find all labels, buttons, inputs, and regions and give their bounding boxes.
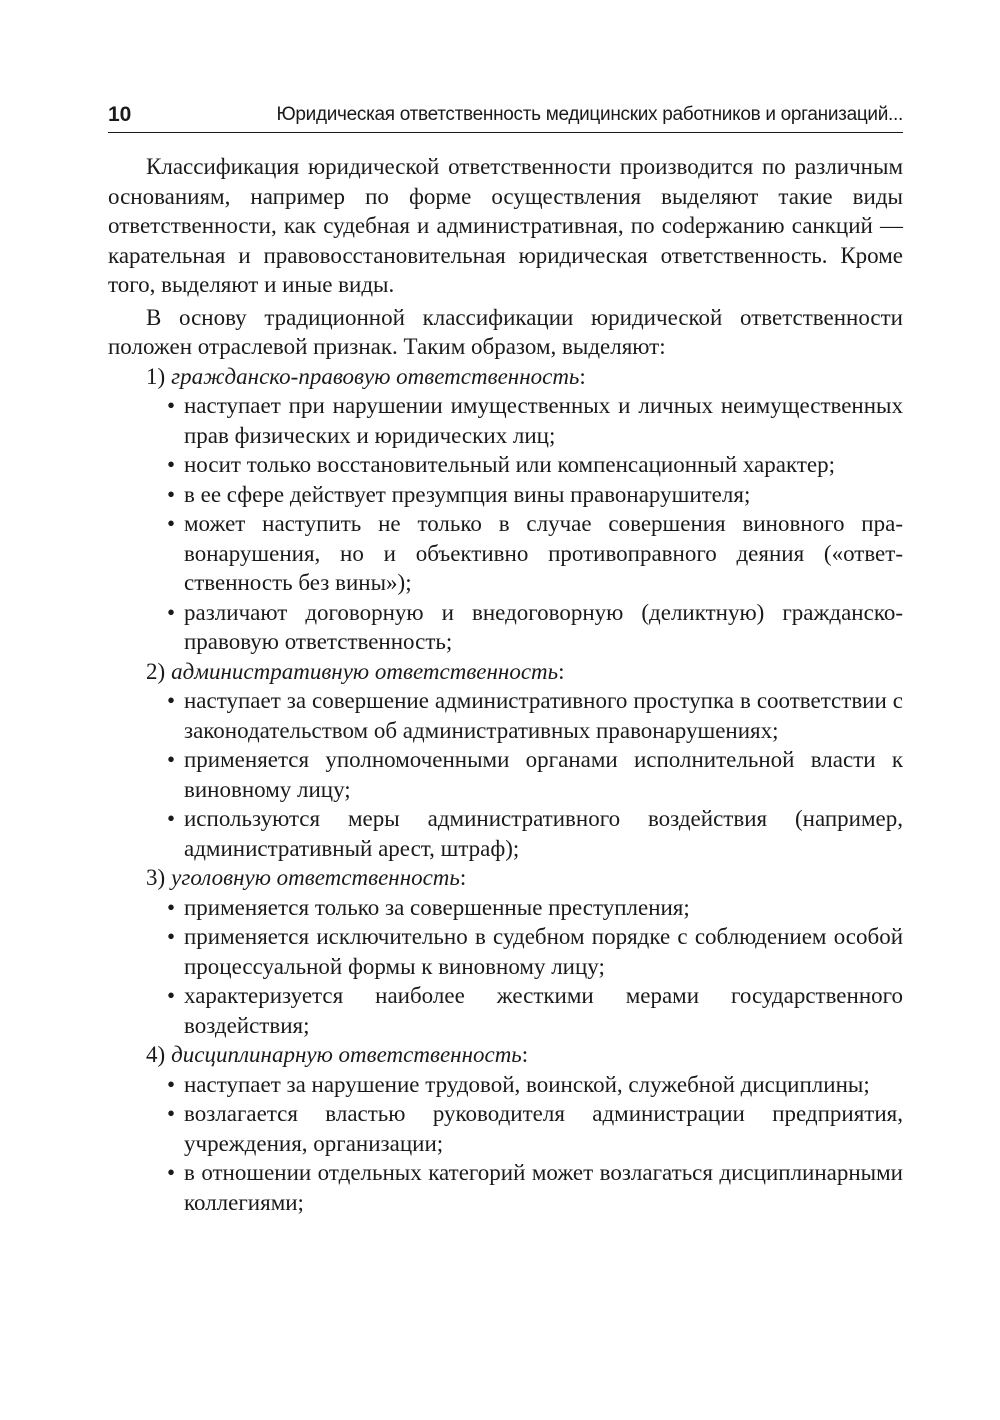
liability-type-title <box>108 863 903 893</box>
list-item <box>108 922 903 981</box>
list-item <box>108 804 903 863</box>
list-item-text: в отношении отдельных категорий может возлагаться дисциплинарными коллегиями; <box>184 1160 903 1215</box>
bullet: • <box>167 511 176 536</box>
list-item-text: применяется исключительно в судебном порядке с соблюдением особой процессуальной формы к виновному лицу; <box>184 924 903 979</box>
list-number: 2) <box>146 658 166 684</box>
list-item <box>108 598 903 657</box>
list-item-text: возлагается властью руководителя администрации предприятия, учреждения, организации; <box>184 1101 903 1156</box>
bullet: • <box>167 983 176 1008</box>
list-item-text: в ее сфере действует презумпция вины правонарушителя; <box>184 481 751 507</box>
bullet: • <box>167 688 176 713</box>
list-item <box>108 391 903 450</box>
list-number: 1) <box>146 363 166 389</box>
bullet: • <box>167 924 176 949</box>
list-item <box>108 1070 903 1100</box>
liability-type-civil <box>108 362 903 657</box>
page-header <box>108 102 903 133</box>
paragraph-classification-basis: В основу традиционной классификации юридической ответственности положен отраслевой признак. Таким образом, выделяют: <box>108 304 903 359</box>
list-item <box>108 981 903 1040</box>
list-item <box>108 1099 903 1158</box>
liability-type-title <box>108 362 903 392</box>
liability-type-name: уголовную ответственность <box>171 865 460 890</box>
liability-type-disciplinary <box>108 1040 903 1217</box>
list-item-text: применяется уполномоченными органами исполнительной власти к виновному лицу; <box>184 747 903 802</box>
bullet: • <box>167 1071 176 1097</box>
list-item <box>108 450 903 480</box>
paragraph-intro: Классификация юридической ответственности производится по различным основаниям, например по форме осуществления выделяют такие виды ответственности, как судебная и административная, по соdержанию санкций — карательная и правовосстановительная юридическая ответственность. Кроме того, выделяют и иные виды. <box>108 154 903 297</box>
page-body <box>108 152 903 1217</box>
liability-type-title <box>108 657 903 687</box>
colon: : <box>521 1042 529 1067</box>
running-title: Юридическая ответственность медицинских работников и организаций... <box>276 104 903 125</box>
list-item <box>108 509 903 598</box>
bullet: • <box>167 1160 176 1185</box>
liability-type-name: гражданско-правовую ответственность <box>171 363 580 389</box>
list-item-text: различают договорную и внедоговорную (деликтную) гражданско-правовую ответственность; <box>184 599 903 654</box>
bullet: • <box>167 393 176 418</box>
list-item-text: используются меры административного воздействия (например, административный арест, штраф); <box>184 806 903 861</box>
bullet: • <box>167 747 176 772</box>
liability-type-administrative <box>108 657 903 864</box>
list-item-text: наступает при нарушении имущественных и личных неимущественных прав физических и юридических лиц; <box>184 393 903 448</box>
liability-types-list <box>108 362 903 1218</box>
list-item-text: наступает за совершение административного проступка в соответствии с законодательством об административных правонарушениях; <box>184 688 903 743</box>
colon: : <box>459 865 467 890</box>
liability-type-title <box>108 1040 903 1070</box>
list-item-text: применяется только за совершенные преступления; <box>184 894 690 920</box>
list-item <box>108 480 903 510</box>
liability-type-criminal <box>108 863 903 1040</box>
page-number: 10 <box>108 103 132 126</box>
colon: : <box>558 658 565 684</box>
liability-type-name: административную ответственность <box>171 658 559 684</box>
list-item <box>108 686 903 745</box>
bullet: • <box>167 599 176 625</box>
list-item-text: наступает за нарушение трудовой, воинской, служебной дисциплины; <box>184 1071 870 1097</box>
feature-list <box>108 391 903 657</box>
list-item <box>108 1158 903 1217</box>
list-number: 4) <box>146 1042 166 1067</box>
list-item-text: носит только восстановительный или компенсационный характер; <box>184 452 835 477</box>
feature-list <box>108 893 903 1041</box>
liability-type-name: дисциплинарную ответственность <box>171 1042 522 1067</box>
list-item-text: характеризуется наиболее жесткими мерами государственного воздействия; <box>184 983 903 1038</box>
bullet: • <box>167 1101 176 1126</box>
list-item <box>108 893 903 923</box>
bullet: • <box>167 894 176 920</box>
feature-list <box>108 1070 903 1218</box>
bullet: • <box>167 481 176 507</box>
feature-list <box>108 686 903 863</box>
colon: : <box>579 363 586 389</box>
list-item-text: может наступить не только в случае совершения виновного правонарушения, но и объективно противоправного деяния («ответственность без вины»); <box>184 511 903 595</box>
list-number: 3) <box>146 865 166 890</box>
bullet: • <box>167 452 176 477</box>
list-item <box>108 745 903 804</box>
bullet: • <box>167 806 176 831</box>
